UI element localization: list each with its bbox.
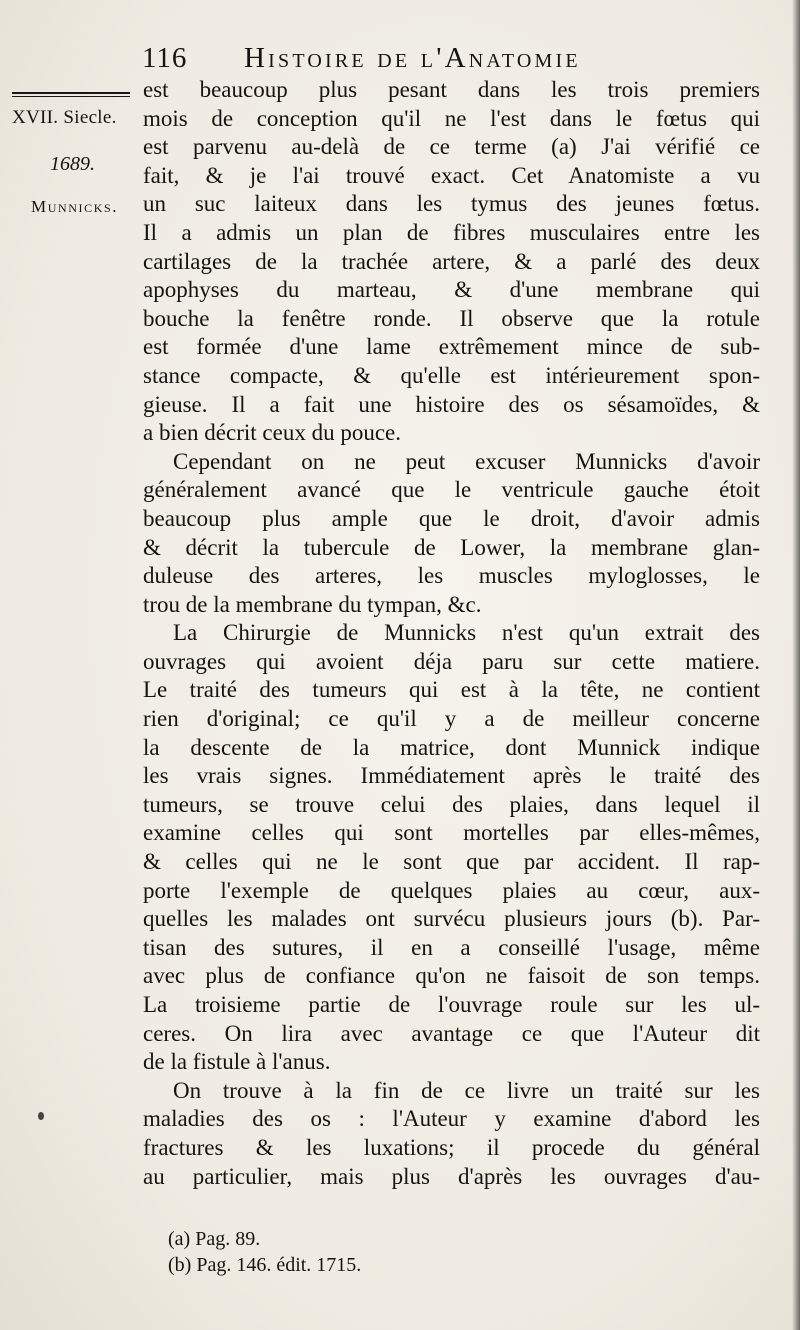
text-line: est beaucoup plus pesant dans les trois premiers (143, 77, 760, 102)
text-line: quelles les malades ont survécu plusieurs jours (b). Par- (143, 906, 760, 932)
text-line: un suc laiteux dans les tymus des jeunes fœtus. (143, 191, 760, 217)
text-line: stance compacte, & qu'elle est intérieurement spon- (143, 362, 760, 388)
text-line: & celles qui ne le sont que par accident. Il rap- (143, 849, 760, 875)
text-line: ceres. On lira avec avantage ce que l'Auteur dit (143, 1020, 760, 1046)
text-line: la descente de la matrice, dont Munnick indique (143, 734, 760, 760)
text-line: bouche la fenêtre ronde. Il observe que la rotule (143, 305, 760, 331)
text-line: duleuse des arteres, les muscles myloglosses, le (143, 563, 760, 589)
text-line: fait, & je l'ai trouvé exact. Cet Anatomiste a vu (143, 162, 760, 188)
text-line: au particulier, mais plus d'après les ouvrages d'au- (143, 1163, 760, 1189)
margin-year: 1689. (50, 153, 95, 175)
page-edge-shadow (792, 0, 800, 1330)
text-line: On trouve à la fin de ce livre un traité sur les (173, 1077, 760, 1103)
page-number: 116 (142, 42, 188, 74)
footnote-b: (b) Pag. 146. édit. 1715. (168, 1254, 362, 1276)
margin-century: XVII. Siecle. (12, 107, 117, 128)
text-line: Il a admis un plan de fibres musculaires entre les (143, 219, 760, 245)
text-line: les vrais signes. Immédiatement après le traité des (143, 763, 760, 789)
text-line: mois de conception qu'il ne l'est dans le fœtus qui (143, 105, 760, 131)
text-line: apophyses du marteau, & d'une membrane qui (143, 277, 760, 303)
text-line: La troisieme partie de l'ouvrage roule sur les ul- (143, 992, 760, 1017)
running-title: Histoire de l'Anatomie (244, 42, 581, 74)
margin-author: Munnicks. (31, 197, 119, 216)
text-line: maladies des os : l'Auteur y examine d'abord les (143, 1106, 760, 1132)
text-line: est formée d'une lame extrêmement mince de sub- (143, 334, 760, 360)
footnote-a: (a) Pag. 89. (168, 1228, 261, 1250)
text-line: La Chirurgie de Munnicks n'est qu'un extrait des (173, 620, 760, 646)
margin-rule (12, 92, 130, 97)
text-line: rien d'original; ce qu'il y a de meilleur concerne (143, 706, 760, 732)
text-line: trou de la membrane du tympan, &c. (143, 591, 482, 617)
text-line: ouvrages qui avoient déja paru sur cette matiere. (143, 648, 760, 674)
text-line: tumeurs, se trouve celui des plaies, dans lequel il (143, 791, 760, 817)
text-line: beaucoup plus ample que le droit, d'avoir admis (143, 505, 760, 531)
text-line: cartilages de la trachée artere, & a parlé des deux (143, 248, 760, 274)
text-line: a bien décrit ceux du pouce. (143, 420, 401, 446)
running-header (142, 40, 762, 80)
body-text (143, 76, 760, 1191)
text-line: examine celles qui sont mortelles par elles-mêmes, (143, 820, 760, 846)
text-line: Le traité des tumeurs qui est à la tête, ne contient (143, 677, 760, 703)
text-line: gieuse. Il a fait une histoire des os sésamoïdes, & (143, 391, 760, 417)
text-line: porte l'exemple de quelques plaies au cœur, aux- (143, 877, 760, 903)
text-line: avec plus de confiance qu'on ne faisoit de son temps. (143, 963, 760, 989)
text-line: & décrit la tubercule de Lower, la membrane glan- (143, 534, 760, 560)
text-line: Cependant on ne peut excuser Munnicks d'avoir (173, 448, 760, 474)
ink-speck (38, 1112, 44, 1120)
text-line: fractures & les luxations; il procede du général (143, 1134, 760, 1160)
footnotes (168, 1226, 568, 1278)
text-line: généralement avancé que le ventricule gauche étoit (143, 477, 760, 503)
text-line: de la fistule à l'anus. (143, 1049, 331, 1075)
text-line: tisan des sutures, il en a conseillé l'usage, même (143, 934, 760, 960)
text-line: est parvenu au-delà de ce terme (a) J'ai vérifié ce (143, 134, 760, 160)
